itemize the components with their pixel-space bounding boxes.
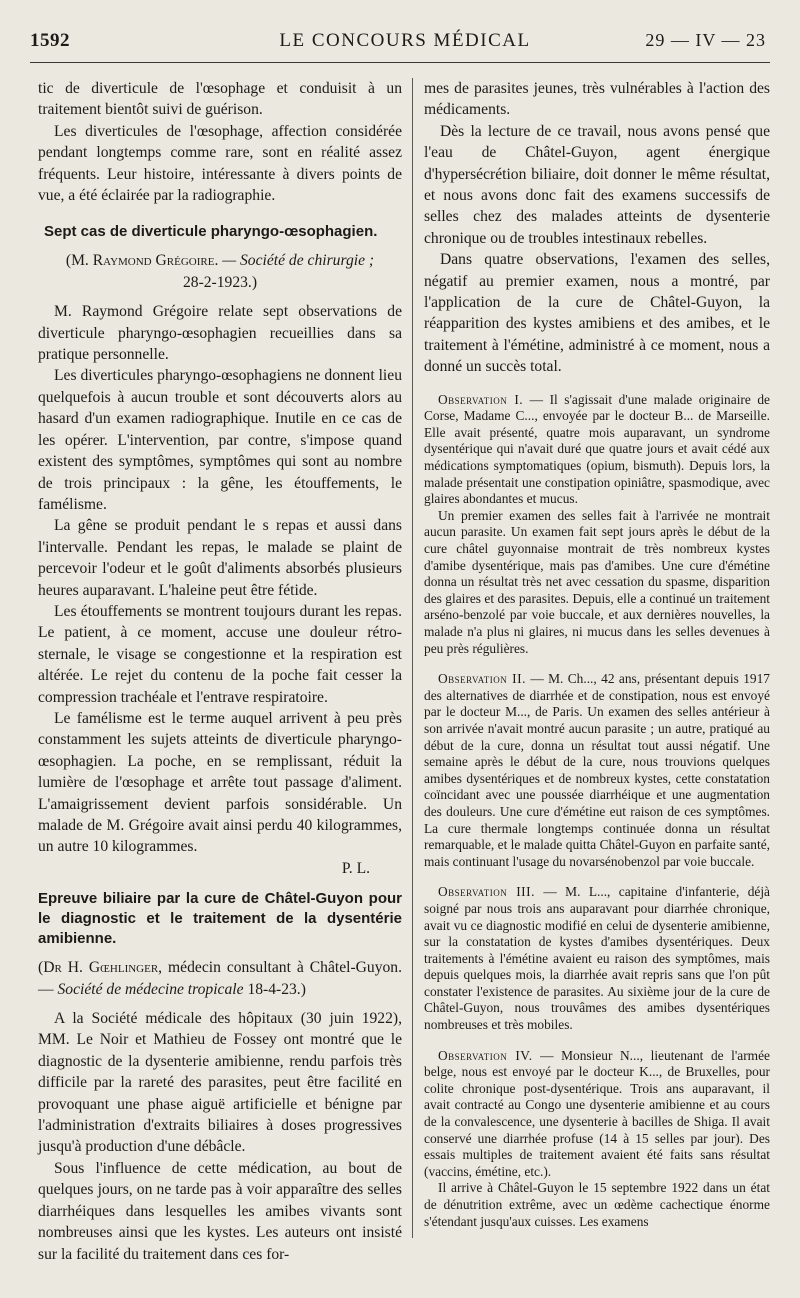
paragraph: Dès la lecture de ce travail, nous avons pensé que l'eau de Châtel-Guyon, agent énergique d'hypersécrétion biliaire, doit donner le même résultat, et nous avons donc fait des examens successifs de selles chez des malades atteints de dysenterie chronique ou de troubles intestinaux rebelles. — [424, 122, 770, 247]
paragraph: A la Société médicale des hôpitaux (30 juin 1922), MM. Le Noir et Mathieu de Fossey ont montré que le diagnostic de la dysenterie amibienne, rendu parfois très difficile par la rareté des parasites, peut être facilité en provoquant une phase aiguë artificielle et bénigne par l'administration d'extraits biliaires à doses progressives jusqu'à production d'une débâcle. — [38, 1010, 402, 1156]
section-heading: Epreuve biliaire par la cure de Châtel-Guyon pour le diagnostic et le traitement de la dysentérie amibienne. — [38, 890, 402, 948]
paragraph: tic de diverticule de l'œsophage et conduisit à un traitement bientôt suivi de guérison. — [38, 80, 402, 119]
paragraph: Sous l'influence de cette médication, au bout de quelques jours, on ne tarde pas à voir apparaître des selles diarrhéiques dans lesquelles les amibes vivants sont nombreuses ainsi que les kystes. Les auteurs ont insisté sur la facilité du traitement dans ces for- — [38, 1159, 402, 1263]
reference-author: (M. Raymond Grégoire. — [65, 252, 219, 270]
author-initials: P. L. — [341, 859, 370, 877]
observation-1 — [424, 392, 770, 508]
observation-text: — M. Ch..., 42 ans, présentant depuis 1917 des alternatives de diarrhée et de constipation, nous est envoyé par le docteur M..., de Paris. Un examen des selles antérieur à son arrivée n'avait montré aucun parasite ; un autre, pratiqué au début de la cure, donna un résultat tout aussi négatif. Une semaine après le début de la cure, nous trouvions quelques amibes dysentériques et de nombreux kystes, cette constatation coïncidant avec une poussée diarrhéique et une augmentation des douleurs. Une cure d'émétine eut raison de ces symptômes. La cure thermale longtemps continuée donna un résultat remarquable, et le malade quitta Châtel-Guyon en parfaite santé, mais continuant l'usage du novarsénobenzol par voie buccale. — [424, 671, 770, 869]
paragraph: Il arrive à Châtel-Guyon le 15 septembre 1922 dans un état de dénutrition extrême, avec un œdème cachectique énorme s'étendant jusqu'aux cuisses. Les examens — [424, 1180, 770, 1229]
reference-date: 18-4-23.) — [247, 980, 306, 998]
observation-label: Observation II. — [438, 671, 526, 687]
paragraph: Les diverticules pharyngo-œsophagiens ne donnent lieu quelquefois à aucun trouble et sont découverts alors au hasard d'un examen radiographique. Inutile en ce cas de les opérer. L'intervention, par contre, s'impose quand existent des symptômes, symptômes qui sont au nombre de trois principaux : la gêne, les étouffements, le famélisme. — [38, 367, 402, 513]
header-rule — [30, 62, 770, 63]
journal-title: LE CONCOURS MÉDICAL — [279, 30, 531, 51]
reference-source: — Société de chirurgie ; — [222, 252, 375, 270]
paragraph: La gêne se produit pendant le s repas et aussi dans l'intervalle. Pendant les repas, le malade se plaint de percevoir l'odeur et le goût d'aliments absorbés plusieurs heures auparavant. L'haleine peut être fétide. — [38, 517, 402, 599]
paragraph: Dans quatre observations, l'examen des selles, négatif au premier examen, nous a montré, par l'application de la cure de Châtel-Guyon, la réapparition des kystes amibiens et des amibes, et le traitement à l'émétine, administré à ce moment, nous a donné un succès total. — [424, 251, 770, 376]
paragraph: Les diverticules de l'œsophage, affection considérée pendant longtemps comme rare, sont en réalité assez fréquents. Leur histoire, intéressante à divers points de vue, a été éclairée par la radiographie. — [38, 122, 402, 205]
observation-2 — [424, 671, 770, 870]
reference-affiliation: médecin consultant à Châtel-Guyon. — — [38, 959, 402, 998]
observations — [424, 392, 770, 1231]
reference-source: Société de médecine tropicale — [57, 980, 244, 998]
left-column — [38, 78, 402, 1265]
column-divider — [412, 78, 413, 1238]
page-header — [30, 30, 780, 60]
observation-4 — [424, 1048, 770, 1181]
article-reference — [38, 250, 402, 293]
right-column — [424, 78, 770, 1230]
observation-3 — [424, 884, 770, 1033]
section-heading: Sept cas de diverticule pharyngo-œsophagien. — [44, 223, 378, 241]
observation-text: — Il s'agissait d'une malade originaire de Corse, Madame C..., envoyée par le docteur B... de Marseille. Elle avait présenté, quatre mois auparavant, un syndrome dysentérique qui n'avait duré que quatre jours et avait cédé aux médications symptomatiques (opium, bismuth). Depuis lors, la malade présentait une constipation opiniâtre, spasmodique, avec glaires abondantes et mucus. — [424, 391, 770, 507]
observation-label: Observation IV. — [438, 1047, 533, 1063]
article-reference — [38, 957, 402, 1000]
paragraph: Le famélisme est le terme auquel arrivent à peu près constamment les sujets atteints de diverticule pharyngo-œsophagien. La poche, en se remplissant, réduit la lumière de l'œsophage et arrête tout passage d'aliment. L'amaigrissement devient parfois sonsidérable. Un malade de M. Grégoire avait ainsi perdu 40 kilogrammes, un autre 10 kilogrammes. — [38, 709, 402, 856]
reference-author: (Dr H. Gœhlinger, — [38, 959, 163, 977]
paragraph: mes de parasites jeunes, très vulnérables à l'action des médicaments. — [424, 80, 770, 119]
paragraph: Les étouffements se montrent toujours durant les repas. Le patient, à ce moment, accuse une douleur rétro-sternale, le visage se congestionne et la respiration est altérée. Le rejet du contenu de la poche fait cesser la compression trachéale et l'entrave respiratoire. — [38, 602, 402, 706]
observation-text: — M. L..., capitaine d'infanterie, déjà soigné par nous trois ans auparavant pour diarrhée chronique, avait vu ce diagnostic modifié en celui de dysenterie amibienne, sur la constatation de kystes d'amibes dysentériques. Deux traitements à l'émétine avaient eu raison des symptômes, mais depuis quelques mois, la diarrhée avait repris sans que l'on pût constater l'existence de parasites. Au sixième jour de la cure de Châtel-Guyon, nous trouvâmes des amibes dysentériques nombreuses et très mobiles. — [424, 884, 770, 1033]
reference-date: 28-2-1923.) — [182, 273, 258, 291]
paragraph: M. Raymond Grégoire relate sept observations de diverticule pharyngo-œsophagien recueillies dans sa pratique personnelle. — [38, 303, 402, 364]
observation-label: Observation I. — [438, 391, 524, 407]
issue-date: 29 — IV — 23 — [645, 30, 766, 50]
observation-text: — Monsieur N..., lieutenant de l'armée belge, nous est envoyé par le docteur K..., de Bruxelles, pour colite chronique post-dysentérique. Trois ans auparavant, il avait contracté au Congo une dysenterie amibienne et au cours de la convalescence, une dysenterie à bacilles de Shiga. Il avait conservé une diarrhée profuse (14 à 15 selles par jour). Des essais multiples de traitement avaient été faits sans résultat (vaccins, émétine, etc.). — [424, 1047, 770, 1179]
paragraph: Un premier examen des selles fait à l'arrivée ne montrait aucun parasite. Un examen fait sept jours après le début de la cure châtel guyonnaise montrait de très nombreux kystes d'amibe dysentérique, mais pas d'amibes. Une cure d'émétine donna un résultat très net avec cessation du spasme, disparition des glaires et des parasites. Depuis, elle a continué un traitement arséno-benzolé par voie buccale, et aux dernières nouvelles, la malade n'a plus ni glaires, ni mucus dans les selles devenues à peu près régulières. — [424, 507, 770, 656]
observation-label: Observation III. — [438, 884, 535, 900]
page-number: 1592 — [30, 30, 70, 51]
